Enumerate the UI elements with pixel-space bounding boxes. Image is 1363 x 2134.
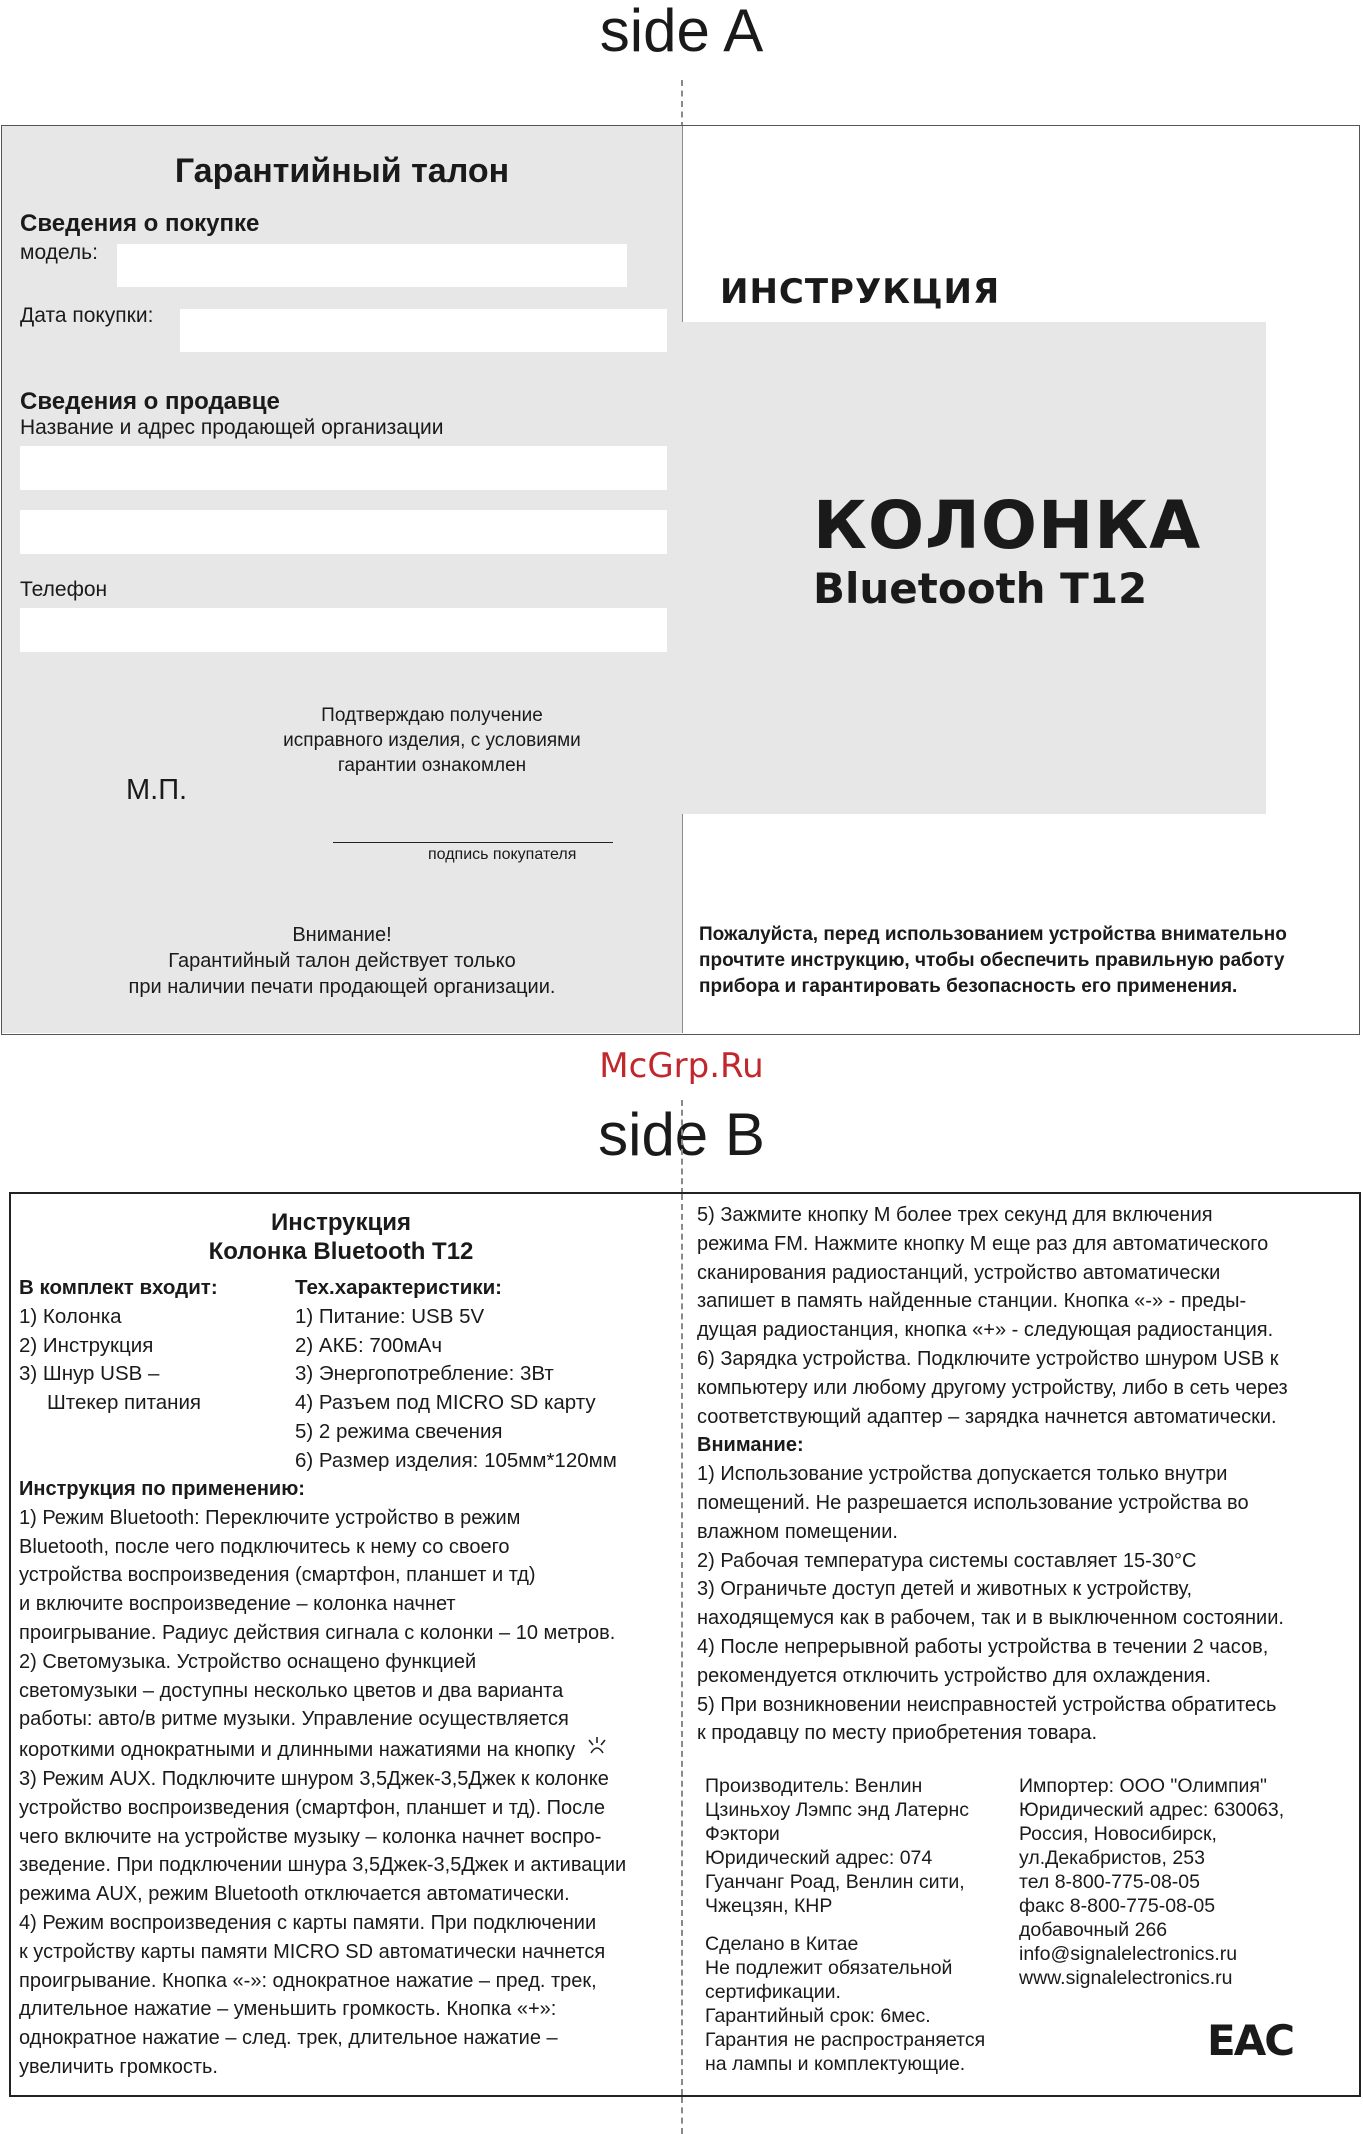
- kit-heading: В комплект входит:: [19, 1276, 218, 1299]
- attention-line: к продавцу по месту приобретения товара.: [697, 1722, 1098, 1745]
- specs-heading: Тех.характеристики:: [295, 1276, 503, 1299]
- attention-line: Внимание!: [292, 924, 392, 946]
- usage-line: режима AUX, режим Bluetooth отключается автоматически.: [19, 1883, 570, 1906]
- manufacturer-line: Производитель: Венлин: [705, 1775, 923, 1797]
- fm-charging-column: [697, 1201, 1288, 1748]
- usage-line: короткими однократными и длинными нажатиями на кнопку: [19, 1739, 576, 1762]
- usage-line: увеличить громкость.: [19, 2055, 218, 2078]
- instruction-title: ИНСТРУКЦИЯ: [720, 272, 1001, 312]
- product-name: КОЛОНКА: [813, 487, 1202, 564]
- confirm-line: гарантии ознакомлен: [337, 755, 527, 776]
- attention-line: влажном помещении.: [697, 1520, 898, 1543]
- confirm-line: Подтверждаю получение: [321, 705, 543, 726]
- manufacturer-block: [705, 1774, 969, 1918]
- importer-line: Юридический адрес: 630063,: [1019, 1799, 1285, 1821]
- right-line: компьютеру или любому другому устройству, либо в сеть через: [697, 1376, 1288, 1399]
- right-line: 6) Зарядка устройства. Подключите устройство шнуром USB к: [697, 1347, 1279, 1370]
- manufacturer-line: Юридический адрес: 074: [705, 1847, 933, 1869]
- side-b-label: side B: [598, 1101, 765, 1168]
- date-field[interactable]: [180, 309, 667, 352]
- usage-line: 1) Режим Bluetooth: Переключите устройство в режим: [19, 1506, 521, 1529]
- spec-item: 2) АКБ: 700мАч: [295, 1333, 443, 1357]
- importer-line[interactable]: info@signalelectronics.ru: [1019, 1943, 1238, 1965]
- spec-item: 1) Питание: USB 5V: [295, 1304, 485, 1328]
- attention-heading: Внимание:: [697, 1434, 804, 1457]
- kit-item: 2) Инструкция: [19, 1333, 154, 1357]
- kit-item: 1) Колонка: [19, 1304, 122, 1328]
- origin-line: на лампы и комплектующие.: [705, 2053, 966, 2075]
- model-field[interactable]: [117, 244, 627, 287]
- attention-line: 2) Рабочая температура системы составляет 15-30°С: [697, 1549, 1197, 1572]
- usage-notice: [699, 922, 1287, 1000]
- purchase-heading: Сведения о покупке: [20, 210, 260, 237]
- spec-item: 5) 2 режима свечения: [295, 1419, 503, 1443]
- manual-title: Инструкция: [270, 1209, 412, 1236]
- seller-address-field[interactable]: [20, 510, 667, 554]
- warranty-card: [2, 126, 682, 1033]
- origin-line: Гарантия не распространяется: [705, 2029, 986, 2051]
- importer-line: тел 8-800-775-08-05: [1019, 1871, 1200, 1893]
- kit-item: 3) Шнур USB –: [19, 1362, 160, 1386]
- origin-line: сертификации.: [705, 1981, 841, 2003]
- stamp-label: М.П.: [126, 774, 188, 806]
- date-label: Дата покупки:: [20, 304, 154, 327]
- signature-line[interactable]: [333, 842, 613, 843]
- warranty-attention: [62, 922, 622, 1000]
- manufacturer-line: Фэктори: [705, 1823, 780, 1845]
- fold-line-mid: [681, 1100, 683, 1194]
- spec-item: 6) Размер изделия: 105мм*120мм: [295, 1448, 617, 1472]
- right-line: соответствующий адаптер – зарядка начнется автоматически.: [697, 1405, 1277, 1428]
- attention-line: Гарантийный талон действует только: [168, 950, 516, 972]
- model-label: модель:: [20, 241, 98, 264]
- usage-line: Bluetooth, после чего подключитесь к нему со своего: [19, 1535, 510, 1558]
- right-line: сканирования радиостанций, устройство автоматически: [697, 1261, 1221, 1284]
- seller-name-field[interactable]: [20, 446, 667, 490]
- fold-line-b: [681, 1194, 683, 2095]
- importer-line: Россия, Новосибирск,: [1019, 1823, 1217, 1845]
- confirm-text: [247, 703, 617, 778]
- importer-block: [1019, 1774, 1284, 1990]
- warranty-title: Гарантийный талон: [174, 152, 510, 190]
- usage-line: устройства воспроизведения (смартфон, планшет и тд): [19, 1564, 536, 1587]
- right-line: запишет в память найденные станции. Кнопка «-» - преды-: [697, 1290, 1247, 1313]
- manufacturer-line: Цзиньхоу Лэмпс энд Латернс: [705, 1799, 970, 1821]
- seller-heading: Сведения о продавце: [20, 388, 280, 415]
- usage-line: проигрывание. Радиус действия сигнала с колонки – 10 метров.: [19, 1621, 616, 1644]
- origin-line: Сделано в Китае: [705, 1933, 859, 1955]
- phone-label: Телефон: [20, 578, 108, 601]
- importer-line: добавочный 266: [1019, 1919, 1168, 1941]
- watermark: McGrp.Ru: [599, 1046, 764, 1086]
- attention-line: находящемуся как в рабочем, так и в выключенном состоянии.: [697, 1607, 1284, 1630]
- cover-box: [682, 322, 1266, 814]
- usage-line: 4) Режим воспроизведения с карты памяти. При подключении: [19, 1911, 597, 1934]
- importer-line: ул.Декабристов, 253: [1019, 1847, 1205, 1869]
- phone-field[interactable]: [20, 608, 667, 652]
- notice-line: прибора и гарантировать безопасность его применения.: [699, 976, 1238, 997]
- importer-line[interactable]: www.signalelectronics.ru: [1019, 1967, 1233, 1989]
- side-b-panel: [9, 1192, 1361, 2097]
- usage-line: 2) Светомузыка. Устройство оснащено функцией: [19, 1650, 477, 1673]
- usage-line: чего включите на устройстве музыку – колонка начнет воспро-: [19, 1825, 602, 1848]
- usage-line: проигрывание. Кнопка «-»: однократное нажатие – пред. трек,: [19, 1969, 597, 1992]
- fold-line-top: [681, 80, 683, 128]
- kit-column: [19, 1274, 218, 1418]
- spec-item: 3) Энергопотребление: 3Вт: [295, 1362, 554, 1386]
- manual-subtitle: Колонка Bluetooth T12: [208, 1238, 474, 1265]
- usage-line-with-icon: [19, 1734, 626, 1765]
- attention-line: 3) Ограничьте доступ детей и животных к устройству,: [697, 1578, 1193, 1601]
- manual-title-block: [11, 1208, 671, 1266]
- kit-item: Штекер питания: [47, 1391, 202, 1415]
- usage-heading: Инструкция по применению:: [19, 1478, 305, 1500]
- origin-line: Не подлежит обязательной: [705, 1957, 953, 1979]
- attention-line: помещений. Не разрешается использование устройства во: [697, 1491, 1249, 1514]
- usage-column: [19, 1475, 626, 2082]
- importer-line: Импортер: ООО "Олимпия": [1019, 1775, 1267, 1797]
- side-a-label: side A: [599, 0, 764, 64]
- signature-label: подпись покупателя: [428, 846, 577, 863]
- usage-line: светомузыки – доступны несколько цветов и два варианта: [19, 1679, 564, 1702]
- usage-line: длительное нажатие – уменьшить громкость. Кнопка «+»:: [19, 1998, 557, 2021]
- fold-line-bottom: [681, 2097, 683, 2134]
- seller-name-label: Название и адрес продающей организации: [20, 416, 444, 439]
- usage-line: зведение. При подключении шнура 3,5Джек-3,5Джек и активации: [19, 1854, 627, 1877]
- eac-mark: EAC: [1207, 2016, 1294, 2065]
- usage-line: к устройству карты памяти MICRO SD автоматически начнется: [19, 1940, 606, 1963]
- origin-line: Гарантийный срок: 6мес.: [705, 2005, 931, 2027]
- manufacturer-line: Чжецзян, КНР: [705, 1895, 833, 1917]
- right-line: дущая радиостанция, кнопка «+» - следующая радиостанция.: [697, 1319, 1274, 1342]
- notice-line: прочтите инструкцию, чтобы обеспечить правильную работу: [699, 950, 1285, 971]
- attention-line: 5) При возникновении неисправностей устройства обратитесь: [697, 1693, 1277, 1716]
- notice-line: Пожалуйста, перед использованием устройства внимательно: [699, 924, 1287, 945]
- spec-item: 4) Разъем под MICRO SD карту: [295, 1391, 596, 1415]
- confirm-line: исправного изделия, с условиями: [283, 730, 581, 751]
- importer-line: факс 8-800-775-08-05: [1019, 1895, 1216, 1917]
- usage-line: устройство воспроизведения (смартфон, планшет и тд). После: [19, 1796, 605, 1819]
- attention-line: рекомендуется отключить устройство для охлаждения.: [697, 1664, 1212, 1687]
- attention-line: 4) После непрерывной работы устройства в течении 2 часов,: [697, 1635, 1269, 1658]
- attention-line: 1) Использование устройства допускается только внутри: [697, 1463, 1228, 1486]
- specs-column: [295, 1274, 617, 1476]
- right-line: 5) Зажмите кнопку М более трех секунд для включения: [697, 1204, 1213, 1226]
- side-a-panel: [1, 125, 1360, 1035]
- product-model: Bluetooth T12: [813, 564, 1148, 613]
- right-line: режима FM. Нажмите кнопку М еще раз для автоматического: [697, 1232, 1269, 1255]
- origin-block: [705, 1932, 985, 2076]
- usage-line: работы: авто/в ритме музыки. Управление осуществляется: [19, 1708, 569, 1731]
- light-button-icon: [585, 1734, 609, 1758]
- usage-line: однократное нажатие – след. трек, длительное нажатие –: [19, 2027, 558, 2050]
- usage-line: и включите воспроизведение – колонка начнет: [19, 1593, 456, 1616]
- usage-line: 3) Режим AUX. Подключите шнуром 3,5Джек-3,5Джек к колонке: [19, 1767, 609, 1790]
- manufacturer-line: Гуанчанг Роад, Венлин сити,: [705, 1871, 965, 1893]
- attention-line: при наличии печати продающей организации.: [128, 976, 556, 998]
